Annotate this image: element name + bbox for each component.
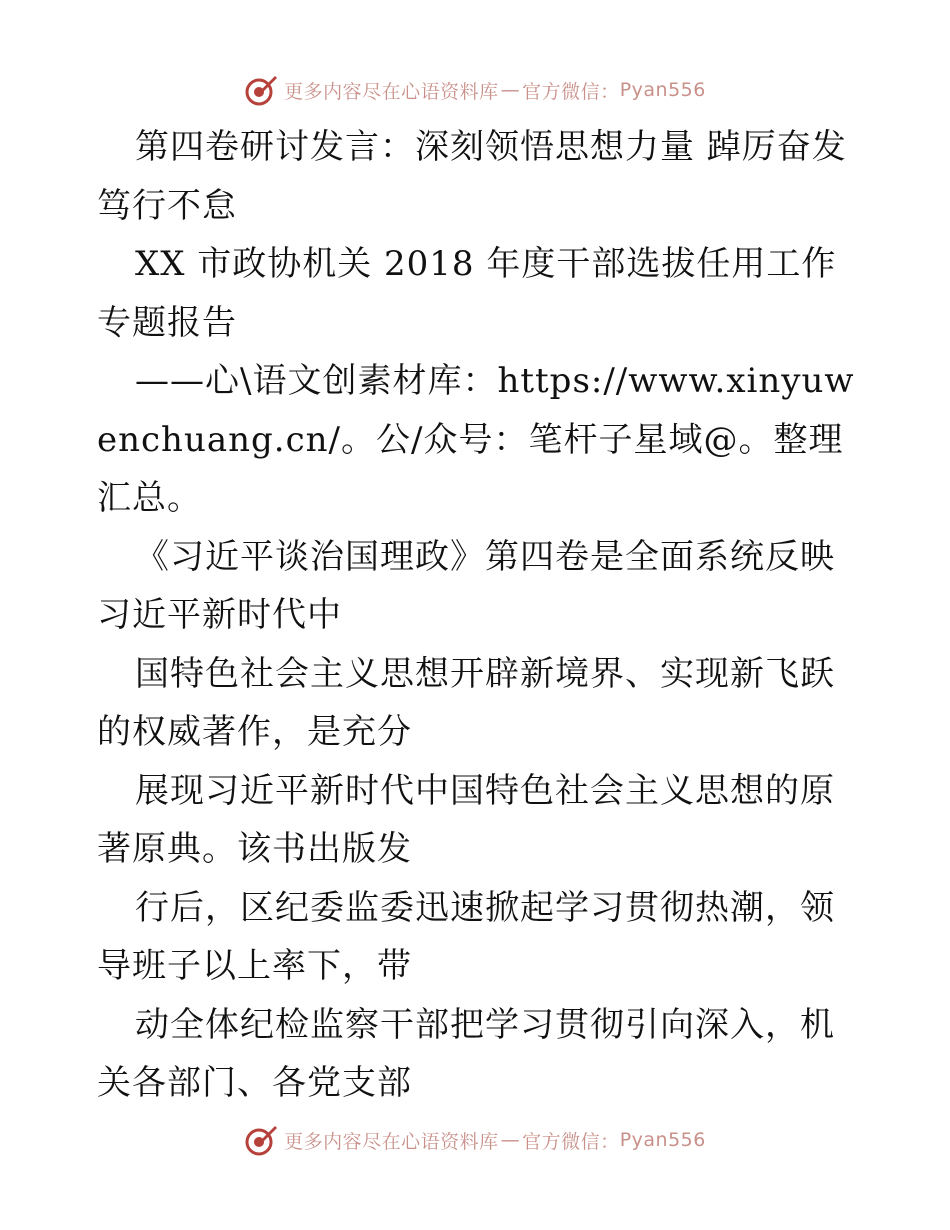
document-body — [97, 118, 857, 1113]
banner-wechat-label: 官方微信： — [522, 80, 620, 103]
report-title: XX 市政协机关 2018 年度干部选拔任用工作专题报告 — [97, 244, 837, 343]
banner-wechat-id: Pyan556 — [619, 79, 706, 101]
banner-separator: — — [500, 1129, 521, 1151]
body-paragraph: 动全体纪检监察干部把学习贯彻引向深入，机关各部门、各党支部 — [97, 1004, 835, 1103]
body-paragraph: 展现习近平新时代中国特色社会主义思想的原著原典。该书出版发 — [97, 770, 835, 869]
quill-logo-icon — [244, 1123, 278, 1157]
source-note: ——心\语文创素材库：https://www.xinyuwenchuang.cn/。公/众号：笔杆子星域@。整理汇总。 — [97, 361, 855, 518]
banner-wechat-label: 官方微信： — [522, 1130, 620, 1153]
banner-main-text: 更多内容尽在心语资料库 — [284, 1130, 499, 1153]
body-paragraph: 《习近平谈治国理政》第四卷是全面系统反映习近平新时代中 — [97, 536, 835, 635]
footer-banner — [0, 1120, 950, 1160]
header-banner — [0, 70, 950, 110]
banner-separator: — — [500, 79, 521, 101]
document-title: 第四卷研讨发言：深刻领悟思想力量 踔厉奋发笃行不怠 — [97, 127, 847, 226]
body-paragraph: 国特色社会主义思想开辟新境界、实现新飞跃的权威著作，是充分 — [97, 653, 835, 752]
quill-logo-icon — [244, 73, 278, 107]
banner-main-text: 更多内容尽在心语资料库 — [284, 80, 499, 103]
body-paragraph: 行后，区纪委监委迅速掀起学习贯彻热潮，领导班子以上率下，带 — [97, 887, 835, 986]
banner-wechat-id: Pyan556 — [619, 1129, 706, 1151]
